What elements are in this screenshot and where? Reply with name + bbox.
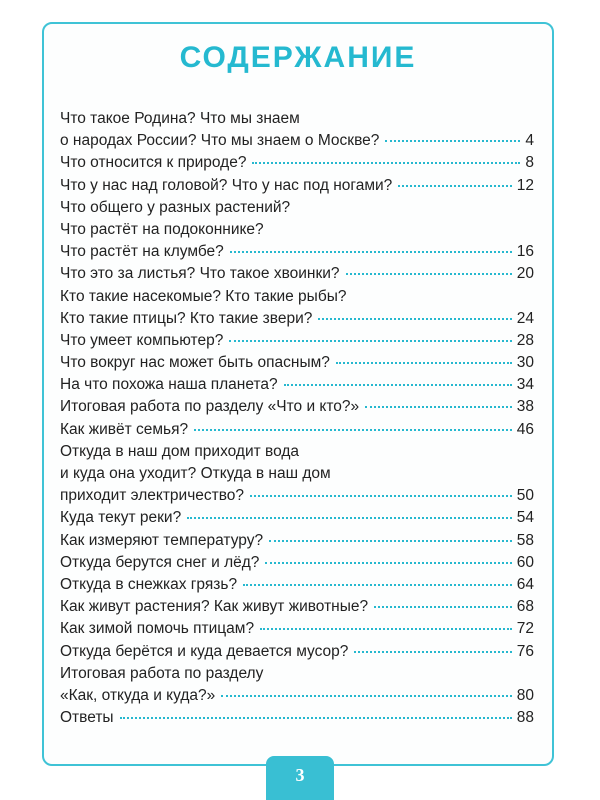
toc-entry[interactable] xyxy=(60,685,534,707)
toc-entry[interactable] xyxy=(60,463,534,485)
toc-entry[interactable] xyxy=(60,352,534,374)
toc-page-number: 80 xyxy=(516,686,534,704)
toc-entry[interactable] xyxy=(60,552,534,574)
toc-entry-text: Что растёт на подоконнике? xyxy=(60,220,264,238)
toc-page-number: 50 xyxy=(516,487,534,505)
toc-entry-text: Куда текут реки? xyxy=(60,509,182,527)
toc-entry-text: Что общего у разных растений? xyxy=(60,198,291,216)
dot-leader xyxy=(250,495,512,497)
dot-leader xyxy=(269,540,512,542)
toc-entry-text: Что такое Родина? Что мы знаем xyxy=(60,110,300,127)
toc-page-number: 58 xyxy=(516,531,534,549)
page-number-tab xyxy=(266,756,334,800)
toc-entry-text: Как живёт семья? xyxy=(60,420,189,438)
toc-page-number: 60 xyxy=(516,553,534,571)
toc-entry[interactable] xyxy=(60,396,534,418)
toc-entry[interactable] xyxy=(60,263,534,285)
toc-entry[interactable] xyxy=(60,530,534,552)
toc-entry[interactable] xyxy=(60,507,534,529)
toc-entry[interactable] xyxy=(60,663,534,685)
toc-page-number: 88 xyxy=(516,709,534,727)
toc-entry-text: Ответы xyxy=(60,709,114,727)
toc-entry-text: Что относится к природе? xyxy=(60,154,247,172)
toc-entry-text: Как измеряют температуру? xyxy=(60,531,264,549)
dot-leader xyxy=(354,651,511,653)
dot-leader xyxy=(374,606,512,608)
toc-entry[interactable] xyxy=(60,485,534,507)
toc-page-number: 34 xyxy=(516,376,534,394)
dot-leader xyxy=(221,695,511,697)
toc-entry-text: Что вокруг нас может быть опасным? xyxy=(60,354,330,372)
toc-page-number: 46 xyxy=(516,420,534,438)
dot-leader xyxy=(265,562,511,564)
toc-page-number: 8 xyxy=(525,154,534,172)
toc-entry[interactable] xyxy=(60,130,534,152)
toc-entry-text: Что у нас над головой? Что у нас под ногами? xyxy=(60,176,393,194)
toc-entry-text: Что растёт на клумбе? xyxy=(60,243,224,261)
toc-entry-text: Итоговая работа по разделу «Что и кто?» xyxy=(60,398,360,416)
toc-entry[interactable] xyxy=(60,641,534,663)
toc-entry[interactable] xyxy=(60,596,534,618)
dot-leader xyxy=(284,384,512,386)
toc-entry[interactable] xyxy=(60,419,534,441)
page-title: СОДЕРЖАНИЕ xyxy=(179,41,417,74)
toc-page-number: 68 xyxy=(516,598,534,616)
toc-entry-text: Откуда берутся снег и лёд? xyxy=(60,553,260,571)
toc-entry[interactable] xyxy=(60,286,534,308)
dot-leader xyxy=(194,429,512,431)
contents-frame xyxy=(42,22,554,766)
toc-entry-text: о народах России? Что мы знаем о Москве? xyxy=(60,132,380,150)
toc-entry[interactable] xyxy=(60,152,534,174)
table-of-contents xyxy=(60,108,534,729)
toc-entry-text: Как зимой помочь птицам? xyxy=(60,620,255,638)
toc-entry-text: Что умеет компьютер? xyxy=(60,331,224,349)
toc-page-number: 24 xyxy=(516,309,534,327)
toc-entry[interactable] xyxy=(60,707,534,729)
dot-leader xyxy=(230,251,512,253)
toc-page-number: 12 xyxy=(516,176,534,194)
toc-entry[interactable] xyxy=(60,197,534,219)
toc-entry-text: и куда она уходит? Откуда в наш дом xyxy=(60,465,331,482)
dot-leader xyxy=(187,517,512,519)
toc-page-number: 20 xyxy=(516,265,534,283)
toc-page-number: 16 xyxy=(516,243,534,261)
dot-leader xyxy=(318,318,511,320)
toc-entry[interactable] xyxy=(60,308,534,330)
dot-leader xyxy=(398,185,511,187)
toc-entry[interactable] xyxy=(60,219,534,241)
toc-entry-text: приходит электричество? xyxy=(60,487,245,505)
toc-page-number: 30 xyxy=(516,354,534,372)
toc-entry-text: Итоговая работа по разделу xyxy=(60,664,264,682)
toc-entry[interactable] xyxy=(60,441,534,463)
toc-entry[interactable] xyxy=(60,374,534,396)
toc-page-number: 64 xyxy=(516,575,534,593)
toc-entry[interactable] xyxy=(60,330,534,352)
toc-page-number: 28 xyxy=(516,331,534,349)
dot-leader xyxy=(365,406,512,408)
dot-leader xyxy=(260,628,512,630)
dot-leader xyxy=(229,340,511,342)
toc-entry-text: На что похожа наша планета? xyxy=(60,376,278,394)
toc-page-number: 38 xyxy=(516,398,534,416)
toc-entry-text: Как живут растения? Как живут животные? xyxy=(60,598,369,616)
toc-entry[interactable] xyxy=(60,618,534,640)
toc-entry[interactable] xyxy=(60,241,534,263)
dot-leader xyxy=(346,273,512,275)
toc-page-number: 72 xyxy=(516,620,534,638)
toc-entry-text: Кто такие насекомые? Кто такие рыбы? xyxy=(60,287,347,305)
toc-entry-text: Откуда берётся и куда девается мусор? xyxy=(60,642,349,660)
toc-entry-text: «Как, откуда и куда?» xyxy=(60,686,216,704)
dot-leader xyxy=(385,140,520,142)
toc-entry-text: Откуда в снежках грязь? xyxy=(60,575,238,593)
toc-entry-text: Что это за листья? Что такое хвоинки? xyxy=(60,265,340,283)
toc-entry-text: Кто такие птицы? Кто такие звери? xyxy=(60,309,313,327)
toc-entry[interactable] xyxy=(60,175,534,197)
toc-entry[interactable] xyxy=(60,574,534,596)
toc-page-number: 54 xyxy=(516,509,534,527)
toc-entry-text: Откуда в наш дом приходит вода xyxy=(60,442,300,460)
toc-entry[interactable] xyxy=(60,108,534,130)
dot-leader xyxy=(336,362,512,364)
toc-page-number: 4 xyxy=(525,132,534,150)
toc-page-number: 76 xyxy=(516,642,534,660)
dot-leader xyxy=(252,162,520,164)
dot-leader xyxy=(243,584,512,586)
dot-leader xyxy=(120,717,512,719)
page-number: 3 xyxy=(295,765,305,785)
